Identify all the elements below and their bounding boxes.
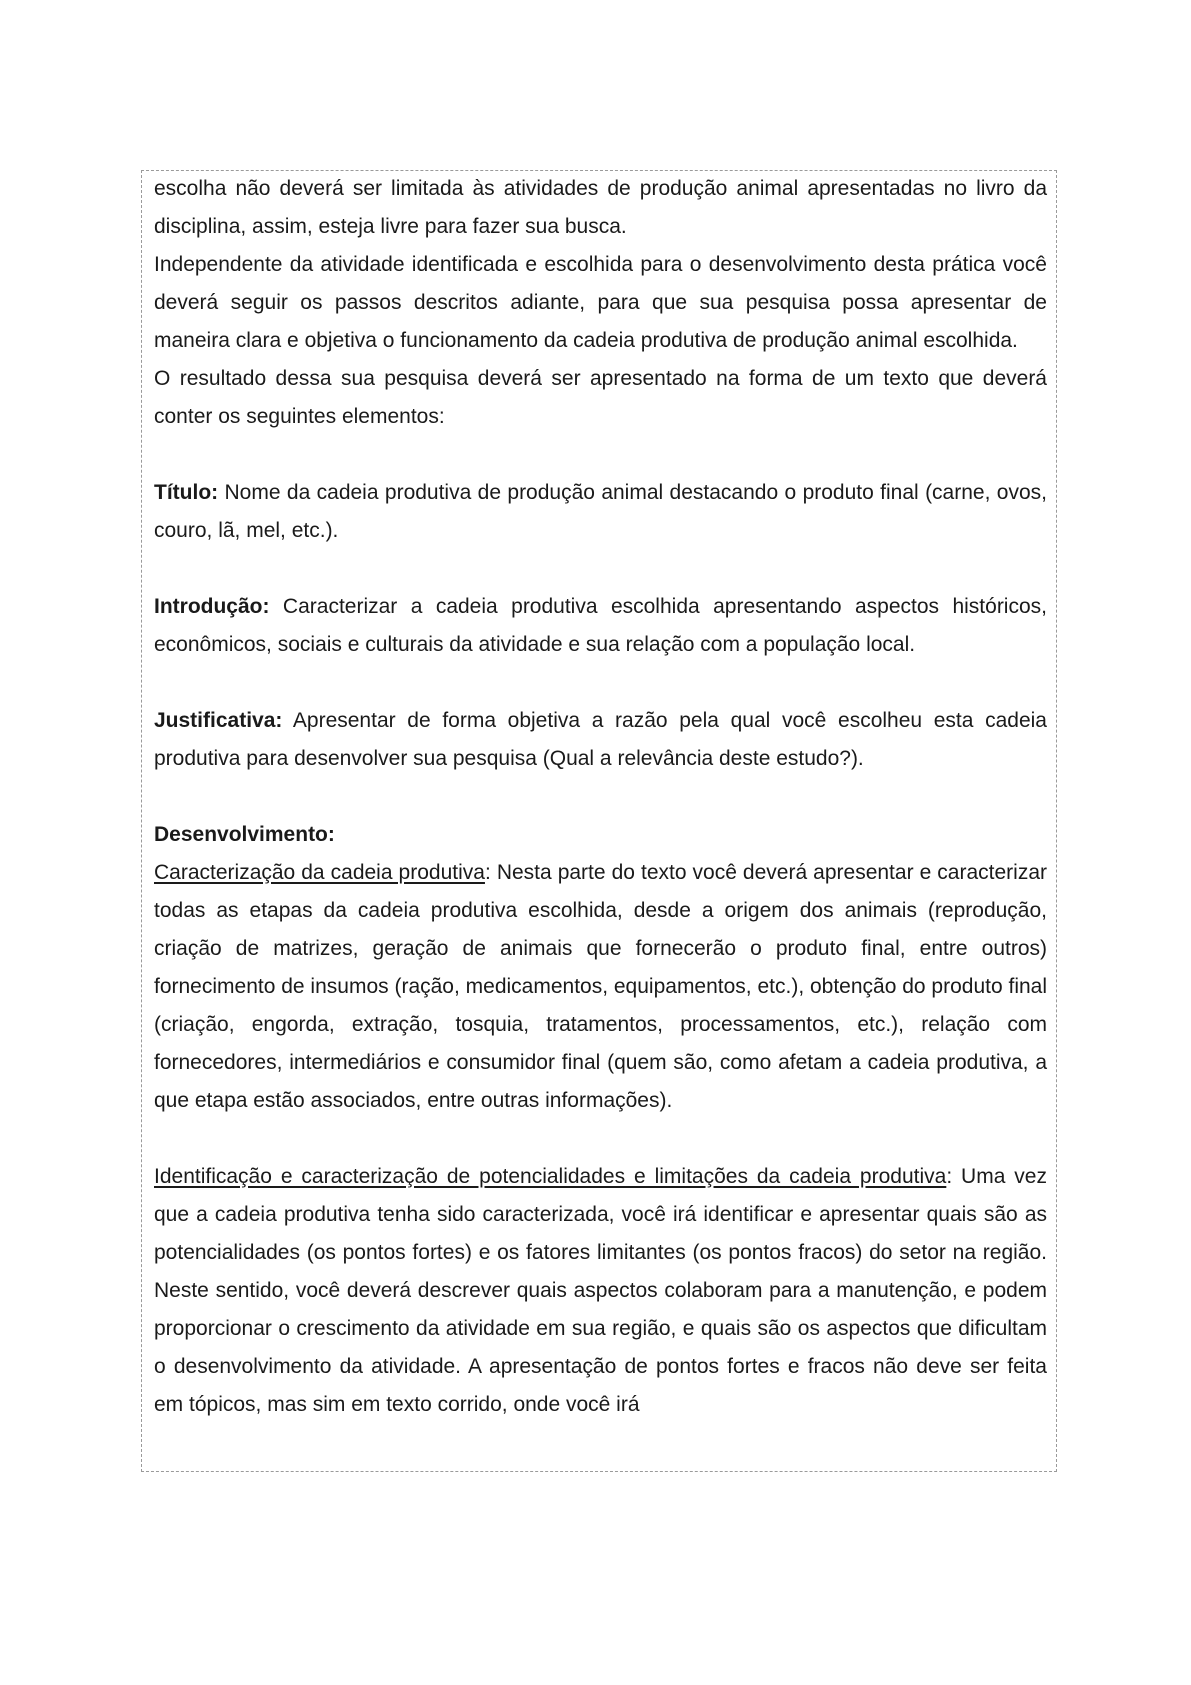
desenvolvimento-heading: Desenvolvimento:: [154, 823, 335, 846]
section-titulo: [154, 474, 1047, 550]
section-caracterizacao: [154, 854, 1047, 1120]
titulo-text: Nome da cadeia produtiva de produção animal destacando o produto final (carne, ovos, couro, lã, mel, etc.).: [154, 481, 1047, 542]
spacer: [154, 550, 1047, 588]
paragraph-independente: Independente da atividade identificada e escolhida para o desenvolvimento desta prática você deverá seguir os passos descritos adiante, para que sua pesquisa possa apresentar de maneira clara e objetiva o funcionamento da cadeia produtiva de produção animal escolhida.: [154, 253, 1047, 352]
caracterizacao-text: : Nesta parte do texto você deverá apresentar e caracterizar todas as etapas da cadeia produtiva escolhida, desde a origem dos animais (reprodução, criação de matrizes, geração de animais que fornecerão o produto final, entre outros) fornecimento de insumos (ração, medicamentos, equipamentos, etc.), obtenção do produto final (criação, engorda, extração, tosquia, tratamentos, processamentos, etc.), relação com fornecedores, intermediários e consumidor final (quem são, como afetam a cadeia produtiva, a que etapa estão associados, entre outras informações).: [154, 861, 1048, 1112]
justificativa-label: Justificativa:: [154, 709, 283, 732]
paragraph-resultado: O resultado dessa sua pesquisa deverá ser apresentado na forma de um texto que deverá conter os seguintes elementos:: [154, 367, 1047, 428]
titulo-label: Título:: [154, 481, 219, 504]
identificacao-label: Identificação e caracterização de potencialidades e limitações da cadeia produtiva: [154, 1165, 947, 1188]
paragraph-escolha: escolha não deverá ser limitada às atividades de produção animal apresentadas no livro da disciplina, assim, esteja livre para fazer sua busca.: [154, 177, 1047, 238]
document-body: [154, 170, 1047, 1424]
spacer: [154, 1120, 1047, 1158]
section-introducao: [154, 588, 1047, 664]
section-justificativa: [154, 702, 1047, 778]
introducao-text: Caracterizar a cadeia produtiva escolhida apresentando aspectos históricos, econômicos, sociais e culturais da atividade e sua relação com a população local.: [154, 595, 1047, 656]
caracterizacao-label: Caracterização da cadeia produtiva: [154, 861, 485, 884]
section-identificacao: [154, 1158, 1047, 1424]
spacer: [154, 778, 1047, 816]
spacer: [154, 436, 1047, 474]
identificacao-text: : Uma vez que a cadeia produtiva tenha sido caracterizada, você irá identificar e apresentar quais são as potencialidades (os pontos fortes) e os fatores limitantes (os pontos fracos) do setor na região. Neste sentido, você deverá descrever quais aspectos colaboram para a manutenção, e podem proporcionar o crescimento da atividade em sua região, e quais são os aspectos que dificultam o desenvolvimento da atividade. A apresentação de pontos fortes e fracos não deve ser feita em tópicos, mas sim em texto corrido, onde você irá: [154, 1165, 1047, 1416]
spacer: [154, 664, 1047, 702]
introducao-label: Introdução:: [154, 595, 270, 618]
justificativa-text: Apresentar de forma objetiva a razão pela qual você escolheu esta cadeia produtiva para desenvolver sua pesquisa (Qual a relevância deste estudo?).: [154, 709, 1047, 770]
